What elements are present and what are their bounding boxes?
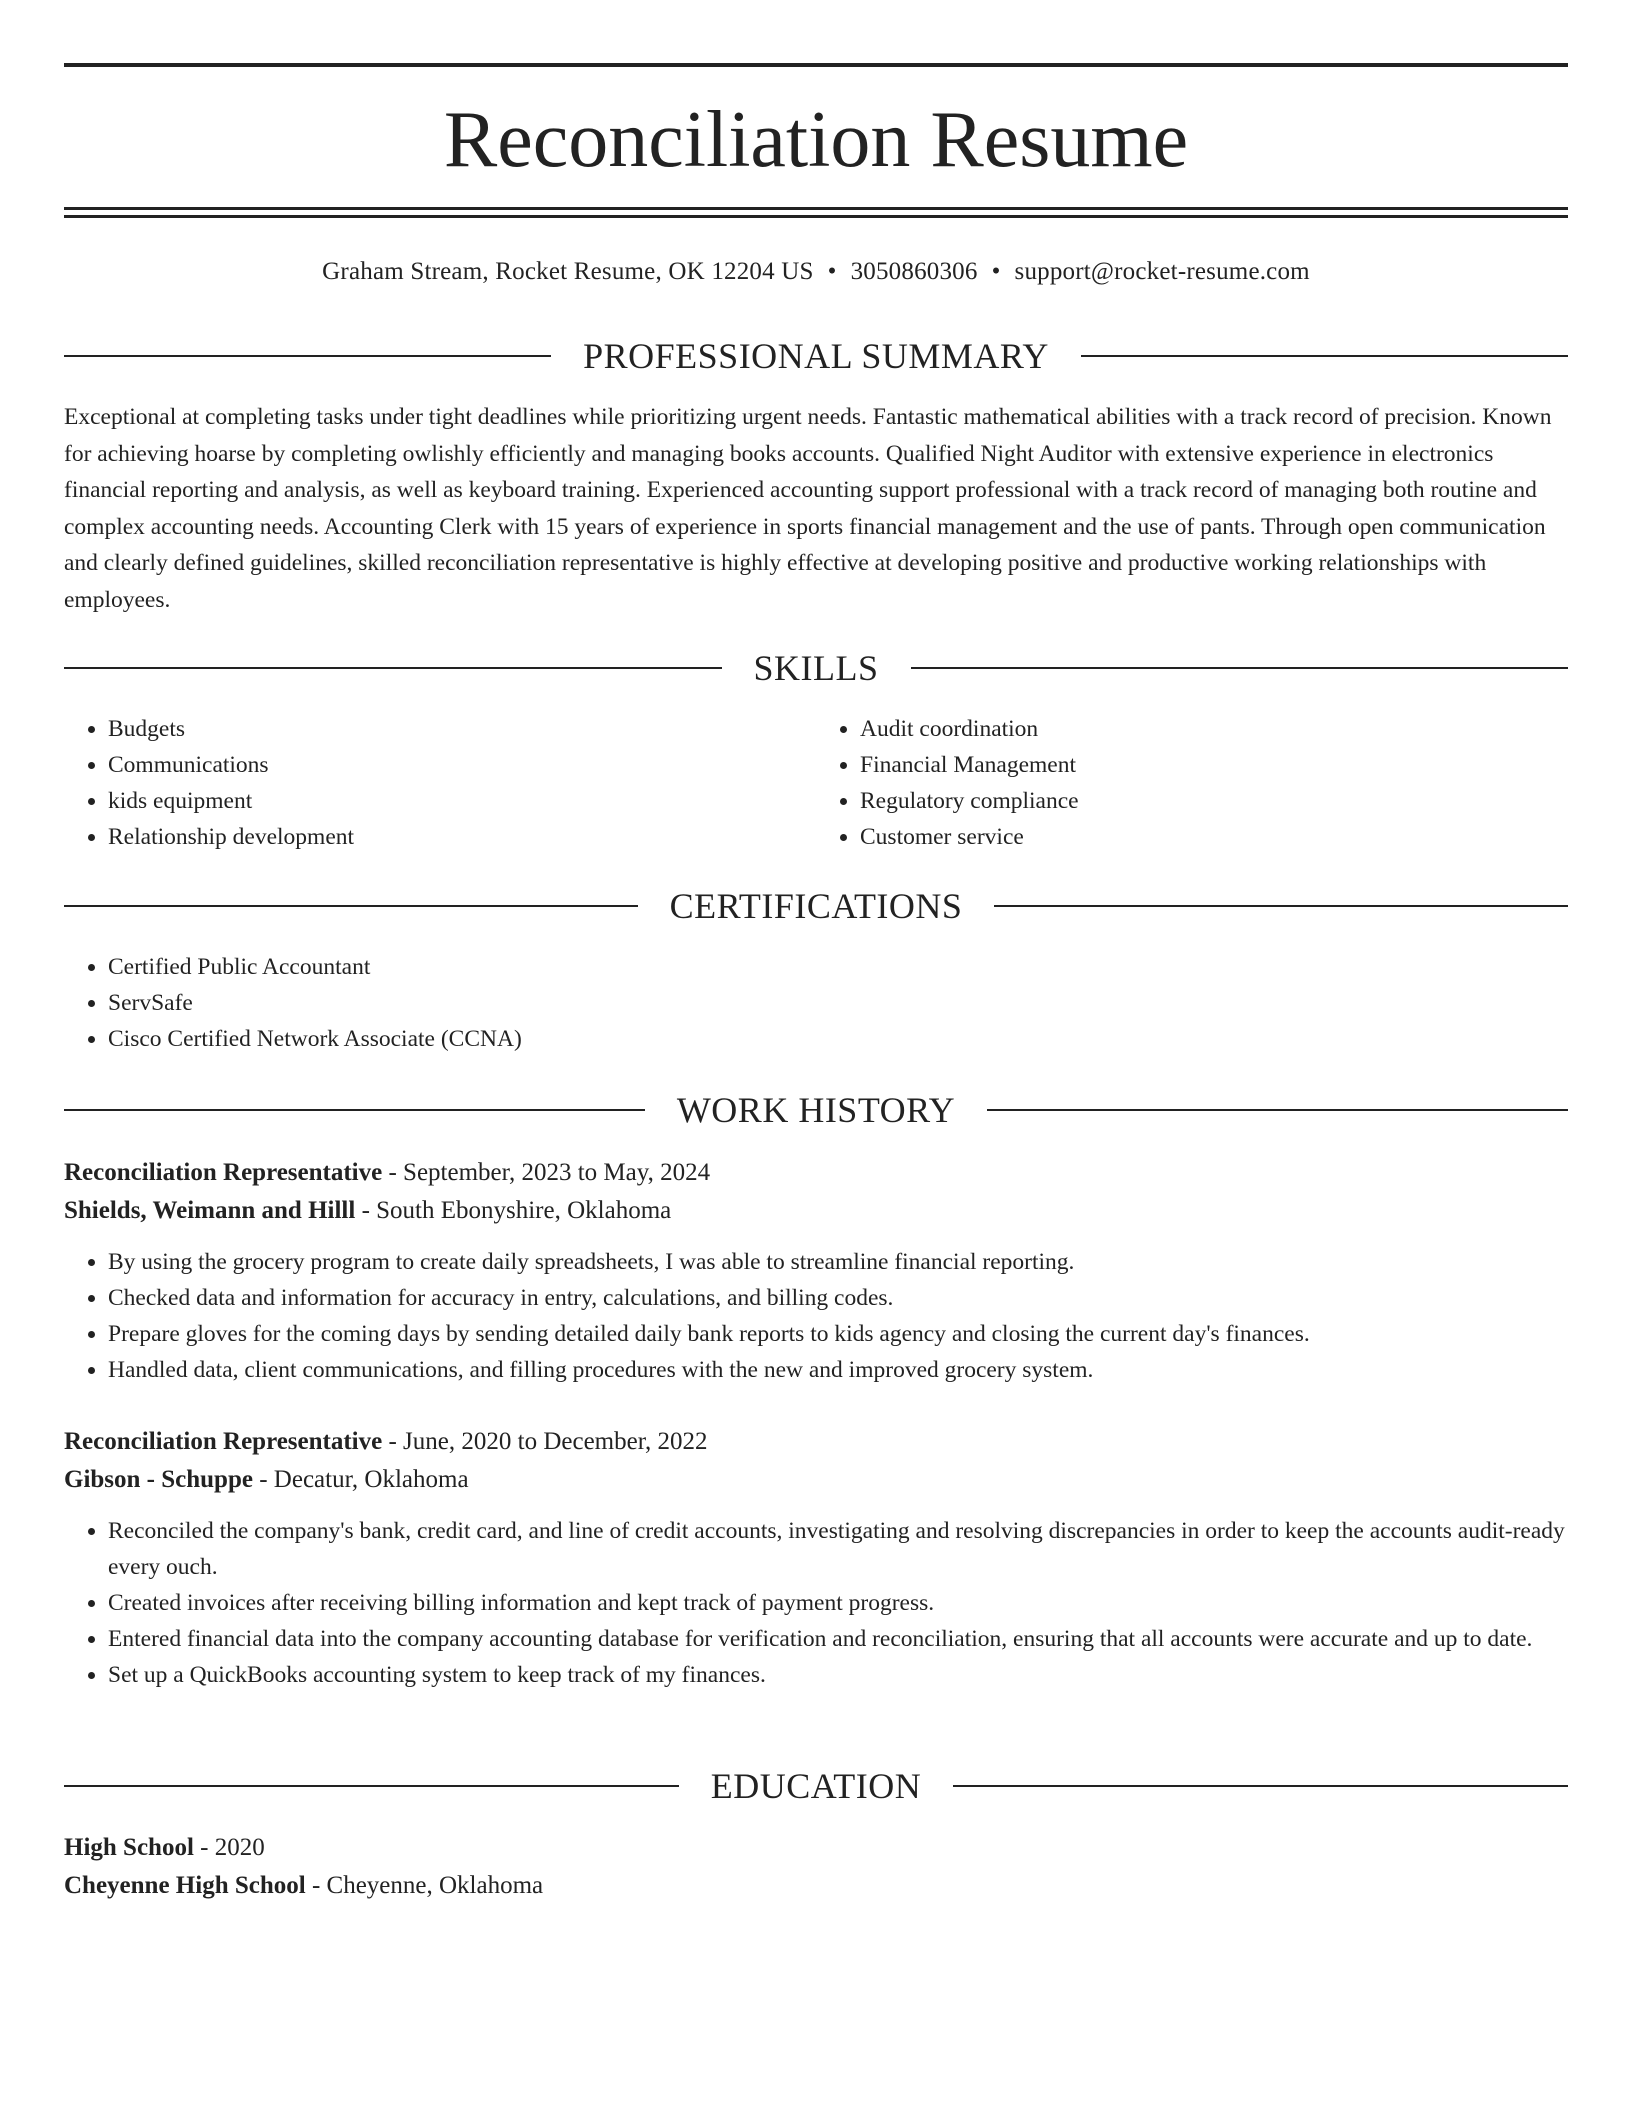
contact-phone: 3050860306 — [850, 258, 978, 285]
skill-item: • Communications — [108, 747, 816, 783]
job-company: Shields, Weimann and Hilll — [64, 1197, 356, 1224]
skill-item: • Customer service — [860, 819, 1568, 855]
job-bullet: • Entered financial data into the company accounting database for verification and reconciliation, ensuring that all accounts were accurate and up to date. — [108, 1621, 1568, 1657]
job-entry — [64, 1154, 1568, 1388]
education-school-line — [64, 1867, 1568, 1905]
certification-item: • Certified Public Accountant — [108, 949, 1568, 985]
job-location: - South Ebonyshire, Oklahoma — [355, 1197, 672, 1224]
section-header-certifications — [64, 884, 1568, 928]
skill-item: • Relationship development — [108, 819, 816, 855]
skill-item: • Audit coordination — [860, 711, 1568, 747]
job-bullet: • Checked data and information for accuracy in entry, calculations, and billing codes. — [108, 1280, 1568, 1316]
section-title: EDUCATION — [710, 1766, 922, 1806]
section-rule — [987, 1109, 1568, 1111]
section-header-work-history — [64, 1088, 1568, 1132]
section-header-summary — [64, 334, 1568, 378]
education-degree: High School — [64, 1834, 194, 1861]
job-bullet: • Handled data, client communications, and filling procedures with the new and improved grocery system. — [108, 1352, 1568, 1388]
certification-item: • Cisco Certified Network Associate (CCNA) — [108, 1021, 1568, 1057]
skill-item: • Financial Management — [860, 747, 1568, 783]
contact-separator: • — [991, 258, 1001, 285]
job-bullet: • Reconciled the company's bank, credit card, and line of credit accounts, investigating and resolving discrepancies in order to keep the accounts audit-ready every ouch. — [108, 1513, 1568, 1585]
section-rule — [64, 1109, 645, 1111]
certifications-list — [64, 949, 1568, 1057]
education-degree-line — [64, 1829, 1568, 1867]
section-rule — [64, 1785, 679, 1787]
education-entry — [64, 1829, 1568, 1905]
section-rule — [64, 667, 722, 669]
section-title: WORK HISTORY — [676, 1090, 956, 1130]
top-divider — [64, 63, 1568, 67]
job-company: Gibson - Schuppe — [64, 1466, 253, 1493]
skills-list — [64, 711, 1568, 855]
contact-address: Graham Stream, Rocket Resume, OK 12204 US — [322, 258, 814, 285]
job-entry — [64, 1423, 1568, 1693]
job-title: Reconciliation Representative — [64, 1428, 383, 1455]
skills-column-right — [816, 711, 1568, 855]
summary-text: Exceptional at completing tasks under tight deadlines while prioritizing urgent needs. Fantastic mathematical abilities with a track record of precision. Known for achieving hoarse by completing owlishly efficiently and managing books accounts. Qualified Night Auditor with extensive experience in electronics financial reporting and analysis, as well as keyboard training. Experienced accounting support professional with a track record of managing both routine and complex accounting needs. Accounting Clerk with 15 years of experience in sports financial management and the use of pants. Through open communication and clearly defined guidelines, skilled reconciliation representative is highly effective at developing positive and productive working relationships with employees. — [64, 404, 1552, 613]
contact-email: support@rocket-resume.com — [1014, 258, 1310, 285]
skills-column-left — [64, 711, 816, 855]
job-bullet: • By using the grocery program to create daily spreadsheets, I was able to streamline financial reporting. — [108, 1244, 1568, 1280]
contact-separator: • — [827, 258, 837, 285]
job-location: - Decatur, Oklahoma — [252, 1466, 469, 1493]
job-title-line — [64, 1154, 1568, 1192]
resume-title: Reconciliation Resume — [443, 96, 1189, 184]
section-title: CERTIFICATIONS — [669, 886, 963, 926]
job-company-line — [64, 1461, 1568, 1499]
skill-item: • Regulatory compliance — [860, 783, 1568, 819]
job-dates: - June, 2020 to December, 2022 — [382, 1428, 708, 1455]
title-divider-upper — [64, 207, 1568, 210]
job-bullet: • Created invoices after receiving billing information and kept track of payment progress. — [108, 1585, 1568, 1621]
skill-item: • kids equipment — [108, 783, 816, 819]
job-bullet: • Set up a QuickBooks accounting system to keep track of my finances. — [108, 1657, 1568, 1693]
section-rule — [64, 905, 638, 907]
job-title-line — [64, 1423, 1568, 1461]
section-title: SKILLS — [753, 648, 879, 688]
section-header-education — [64, 1764, 1568, 1808]
job-company-line — [64, 1192, 1568, 1230]
section-rule — [994, 905, 1568, 907]
section-rule — [953, 1785, 1568, 1787]
education-location: - Cheyenne, Oklahoma — [305, 1872, 544, 1899]
education-school: Cheyenne High School — [64, 1872, 306, 1899]
section-title: PROFESSIONAL SUMMARY — [583, 336, 1049, 376]
job-dates: - September, 2023 to May, 2024 — [382, 1159, 711, 1186]
title-divider-lower — [64, 215, 1568, 218]
section-rule — [1081, 355, 1568, 357]
section-rule — [64, 355, 551, 357]
contact-line — [64, 255, 1568, 289]
certification-item: • ServSafe — [108, 985, 1568, 1021]
section-rule — [911, 667, 1569, 669]
section-header-skills — [64, 646, 1568, 690]
job-title: Reconciliation Representative — [64, 1159, 383, 1186]
skill-item: • Budgets — [108, 711, 816, 747]
education-year: - 2020 — [193, 1834, 265, 1861]
job-bullet: • Prepare gloves for the coming days by sending detailed daily bank reports to kids agency and closing the current day's finances. — [108, 1316, 1568, 1352]
